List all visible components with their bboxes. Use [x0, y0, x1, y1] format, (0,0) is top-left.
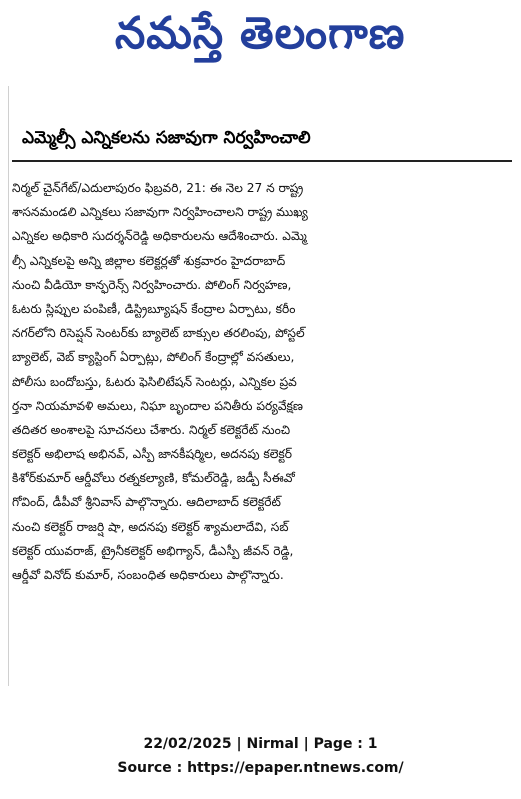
article-line: కలెక్టర్ అభిలాష అభినవ్, ఎస్పీ జానకీషర్మిల, అదనపు కలెక్టర్ [12, 447, 293, 462]
newspaper-logo: నమస్తే తెలంగాణ [115, 8, 406, 59]
article-line: పోలీసు బందోబస్తు, ఓటరు ఫెసిలిటేషన్ సెంటర్లు, ఎన్నికల ప్రవ [12, 374, 297, 389]
headline-divider [12, 160, 512, 162]
article-line: నిర్మల్ చైన్‌గేట్/ఎదులాపురం ఫిబ్రవరి, 21: ఈ నెల 27 న రాష్ట్ర [12, 181, 304, 195]
article-line: ర్తనా నియమావళి అమలు, నిఘా బృందాల పనితీరు పర్యవేక్షణ [12, 398, 303, 413]
article-line: నగర్‌లోని రిసెప్షన్ సెంటర్‌కు బ్యాలెట్ బాక్సుల తరలింపు, పోస్టల్ [12, 326, 305, 341]
article-line: తదితర అంశాలపై సూచనలు చేశారు. నిర్మల్ కలెక్టరేట్ నుంచి [12, 422, 291, 437]
article-line: శాసనమండలి ఎన్నికలు సజావుగా నిర్వహించాలని రాష్ట్ర ముఖ్య [12, 205, 308, 220]
article-line: బ్యాలెట్, వెబ్ క్యాస్టింగ్ ఏర్పాట్లు, పోలింగ్ కేంద్రాల్లో వసతులు, [12, 350, 295, 365]
footer-dateline: 22/02/2025 | Nirmal | Page : 1 [143, 736, 378, 752]
article-line: ల్సీ ఎన్నికలపై అన్ని జిల్లాల కలెక్టర్లతో శుక్రవారం హైదరాబాద్ [12, 253, 286, 268]
article-line: ఎన్నికల అధికారి సుదర్శన్‌రెడ్డి అధికారులను ఆదేశించారు. ఎమ్మె [12, 229, 307, 244]
article-body [12, 176, 504, 587]
article-line: నుంచి వీడియో కాన్ఫరెన్స్ నిర్వహించారు. పోలింగ్ నిర్వహణ, [12, 277, 292, 292]
article-line: ఆర్డీవో వినోద్ కుమార్, సంబంధిత అధికారులు పాల్గొన్నారు. [12, 568, 284, 582]
article-line: కలెక్టర్ యువరాజ్, ట్రైనీకలెక్టర్ అభిగ్యాన్, డీఎస్పీ జీవన్ రెడ్డి, [12, 543, 294, 558]
article-headline: ఎమ్మెల్సీ ఎన్నికలను సజావుగా నిర్వహించాలి [22, 128, 311, 148]
footer-source: Source : https://epaper.ntnews.com/ [117, 760, 404, 776]
article-line: ఓటరు స్లిప్పుల పంపిణీ, డిస్ట్రిబ్యూషన్ కేంద్రాల ఏర్పాటు, కరీం [12, 301, 296, 316]
article-line: నుంచి కలెక్టర్ రాజర్షి షా, అదనపు కలెక్టర్ శ్యామలాదేవి, సబ్ [12, 519, 289, 534]
article-line: కిశోర్‌కుమార్ ఆర్డీవోలు రత్నకల్యాణి, కోమల్‌రెడ్డి, జడ్పీ సీఈవో [12, 471, 295, 486]
masthead [0, 0, 521, 78]
article-line: గోవింద్, డీపీవో శ్రీనివాస్ పాల్గొన్నారు. ఆదిలాబాద్ కలెక్టరేట్ [12, 495, 281, 510]
